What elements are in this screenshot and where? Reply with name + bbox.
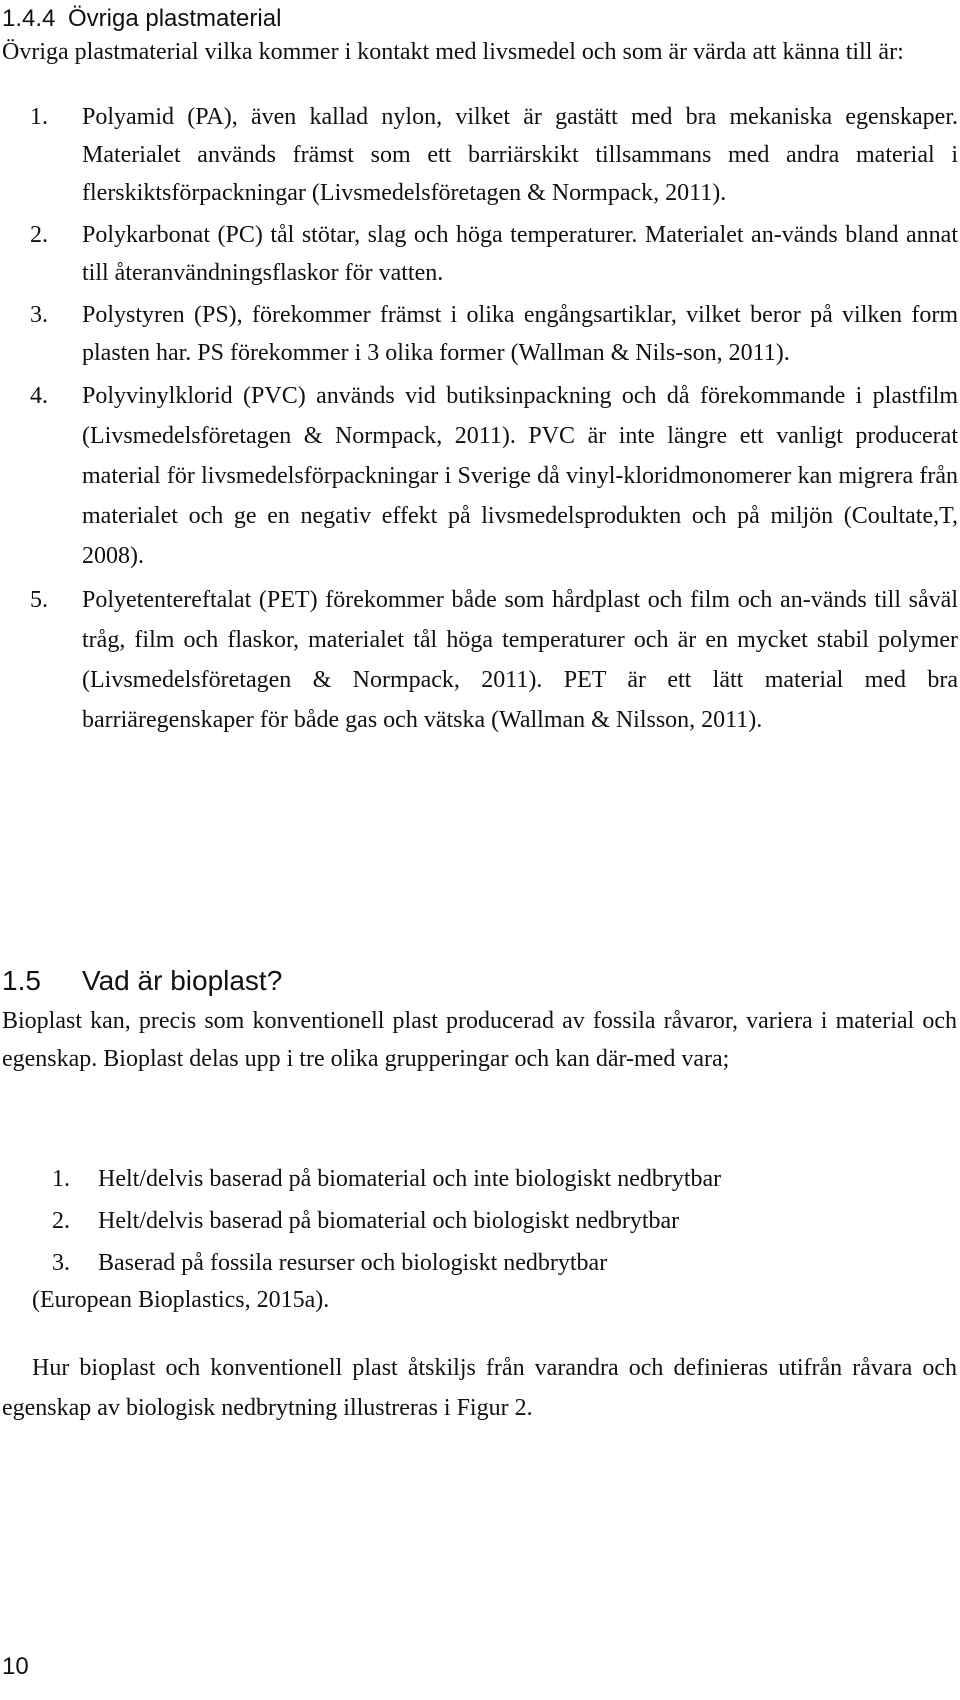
list-item: [52, 1158, 932, 1200]
section-heading-1-4-4: [2, 4, 281, 34]
bioplast-intro-paragraph: Bioplast kan, precis som konventionell plast producerad av fossila råvaror, variera i material och egenskap. Bioplast delas upp i tre olika grupperingar och kan där-med vara;: [2, 1008, 957, 1072]
page-number: 10: [2, 1653, 29, 1680]
list-item: [30, 296, 958, 372]
list-item: [30, 376, 958, 576]
plastics-list: [30, 98, 958, 740]
list-item: [52, 1242, 932, 1284]
bioplast-citation: (European Bioplastics, 2015a).: [32, 1287, 330, 1313]
list-item-text: Polykarbonat (PC) tål stötar, slag och höga temperaturer. Materialet an-vänds bland annat till återanvändningsflaskor för vatten.: [82, 222, 958, 286]
list-item-text: Helt/delvis baserad på biomaterial och biologiskt nedbrytbar: [98, 1208, 680, 1234]
list-item-text: Polyetentereftalat (PET) förekommer både som hårdplast och film och an-vänds till såväl tråg, film och flaskor, materialet tål höga temperaturer och är en mycket stabil polymer (Livsmedelsföretagen & Normpack, 2011). PET är ett lätt material med bra barriäregenskaper för både gas och vätska (Wallman & Nilsson, 2011).: [82, 587, 958, 733]
section-title: Vad är bioplast?: [82, 965, 283, 996]
section-intro-paragraph: Övriga plastmaterial vilka kommer i kontakt med livsmedel och som är värda att känna till är:: [2, 39, 904, 65]
list-item: [30, 98, 958, 212]
list-item: [52, 1200, 932, 1242]
list-item-number: 1.: [30, 104, 48, 130]
list-item: [30, 216, 958, 292]
list-item: [30, 580, 958, 740]
list-item-number: 1.: [52, 1166, 70, 1192]
closing-paragraph: Hur bioplast och konventionell plast åtskiljs från varandra och definieras utifrån råvara och egenskap av biologisk nedbrytning illustreras i Figur 2.: [2, 1355, 957, 1421]
list-item-text: Polyvinylklorid (PVC) används vid butiksinpackning och då förekommande i plastfilm (Livsmedelsföretagen & Normpack, 2011). PVC är inte längre ett vanligt producerat material för livsmedelsförpackningar i Sverige då vinyl-kloridmonomerer kan migrera från materialet och ge en negativ effekt på livsmedelsprodukten och på miljön (Coultate,T, 2008).: [82, 383, 958, 569]
section-number: 1.4.4: [2, 5, 56, 32]
list-item-text: Polystyren (PS), förekommer främst i olika engångsartiklar, vilket beror på vilken form plasten har. PS förekommer i 3 olika former (Wallman & Nils-son, 2011).: [82, 302, 958, 366]
list-item-number: 4.: [30, 383, 48, 409]
list-item-text: Helt/delvis baserad på biomaterial och inte biologiskt nedbrytbar: [98, 1166, 722, 1192]
list-item-number: 3.: [52, 1250, 70, 1276]
bioplast-list: [52, 1158, 932, 1284]
list-item-number: 3.: [30, 302, 48, 328]
section-heading-1-5: [2, 964, 282, 998]
section-title: Övriga plastmaterial: [68, 5, 282, 32]
list-item-number: 5.: [30, 587, 48, 613]
list-item-number: 2.: [30, 222, 48, 248]
section-number: 1.5: [2, 965, 41, 996]
list-item-text: Polyamid (PA), även kallad nylon, vilket är gastätt med bra mekaniska egenskaper. Materialet används främst som ett barriärskikt tillsammans med andra material i flerskiktsförpackningar (Livsmedelsföretagen & Normpack, 2011).: [82, 104, 958, 206]
list-item-number: 2.: [52, 1208, 70, 1234]
list-item-text: Baserad på fossila resurser och biologiskt nedbrytbar: [98, 1250, 608, 1276]
